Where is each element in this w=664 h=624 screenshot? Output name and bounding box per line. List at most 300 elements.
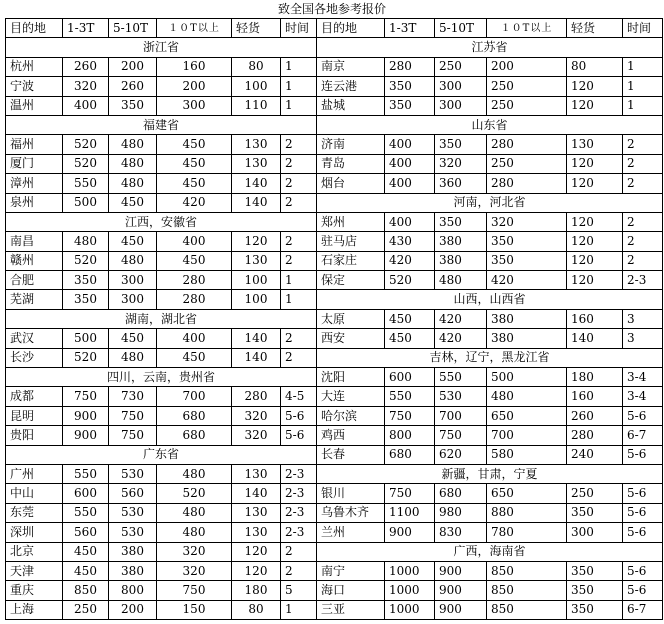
header-10t-plus: １０T以上 <box>487 19 567 38</box>
city-cell: 贵阳 <box>6 426 63 445</box>
table-row <box>317 96 663 115</box>
value-cell: 5-6 <box>623 406 663 425</box>
value-cell: 200 <box>487 57 567 76</box>
value-cell: 530 <box>435 387 487 406</box>
value-cell: 5-6 <box>281 426 317 445</box>
table-row <box>6 96 317 115</box>
value-cell: 600 <box>385 368 435 387</box>
value-cell: 750 <box>109 406 157 425</box>
value-cell: 450 <box>63 561 109 580</box>
table-row <box>6 581 317 600</box>
section-row <box>317 290 663 309</box>
header-10t-plus: １０T以上 <box>157 19 232 38</box>
value-cell: 520 <box>157 484 232 503</box>
city-cell: 厦门 <box>6 154 63 173</box>
value-cell: 700 <box>157 387 232 406</box>
header-time: 时间 <box>281 19 317 38</box>
city-cell: 重庆 <box>6 581 63 600</box>
value-cell: 850 <box>63 581 109 600</box>
value-cell: 2-3 <box>281 484 317 503</box>
section-row <box>6 368 317 387</box>
table-row <box>6 387 317 406</box>
value-cell: 350 <box>487 232 567 251</box>
value-cell: 1 <box>281 600 317 619</box>
table-row <box>6 329 317 348</box>
table-row <box>6 57 317 76</box>
value-cell: 530 <box>109 523 157 542</box>
value-cell: 5-6 <box>281 406 317 425</box>
value-cell: 1 <box>281 96 317 115</box>
value-cell: 120 <box>567 96 623 115</box>
table-row <box>6 77 317 96</box>
value-cell: 5 <box>281 581 317 600</box>
value-cell: 380 <box>435 232 487 251</box>
header-row <box>317 19 663 38</box>
city-cell: 石家庄 <box>317 251 385 270</box>
value-cell: 320 <box>487 212 567 231</box>
value-cell: 650 <box>487 406 567 425</box>
value-cell: 2 <box>281 232 317 251</box>
table-row <box>6 542 317 561</box>
value-cell: 360 <box>435 174 487 193</box>
table-row <box>317 57 663 76</box>
value-cell: 2-3 <box>281 523 317 542</box>
value-cell: 500 <box>487 368 567 387</box>
left-table-body <box>6 38 317 620</box>
value-cell: 4-5 <box>281 387 317 406</box>
value-cell: 1 <box>623 96 663 115</box>
value-cell: 450 <box>63 542 109 561</box>
value-cell: 800 <box>385 426 435 445</box>
value-cell: 480 <box>157 464 232 483</box>
header-5-10t: 5-10T <box>109 19 157 38</box>
table-row <box>317 135 663 154</box>
table-row <box>6 271 317 290</box>
value-cell: 120 <box>567 212 623 231</box>
value-cell: 600 <box>63 484 109 503</box>
value-cell: 2 <box>623 135 663 154</box>
table-row <box>6 426 317 445</box>
table-row <box>317 329 663 348</box>
value-cell: 80 <box>232 600 281 619</box>
value-cell: 480 <box>435 271 487 290</box>
table-row <box>317 309 663 328</box>
header-destination: 目的地 <box>317 19 385 38</box>
value-cell: 1000 <box>385 561 435 580</box>
value-cell: 260 <box>63 57 109 76</box>
table-row <box>317 445 663 464</box>
value-cell: 160 <box>567 387 623 406</box>
value-cell: 120 <box>567 77 623 96</box>
value-cell: 300 <box>567 523 623 542</box>
section-title: 福建省 <box>6 115 317 134</box>
value-cell: 140 <box>232 348 281 367</box>
value-cell: 530 <box>109 503 157 522</box>
value-cell: 100 <box>232 290 281 309</box>
value-cell: 160 <box>157 57 232 76</box>
value-cell: 110 <box>232 96 281 115</box>
value-cell: 1 <box>281 77 317 96</box>
value-cell: 240 <box>567 445 623 464</box>
value-cell: 180 <box>567 368 623 387</box>
city-cell: 青岛 <box>317 154 385 173</box>
value-cell: 2 <box>281 329 317 348</box>
value-cell: 420 <box>487 271 567 290</box>
value-cell: 5-6 <box>623 561 663 580</box>
value-cell: 2 <box>623 154 663 173</box>
value-cell: 700 <box>435 406 487 425</box>
value-cell: 130 <box>232 135 281 154</box>
section-row <box>317 348 663 367</box>
value-cell: 6-7 <box>623 600 663 619</box>
value-cell: 480 <box>487 387 567 406</box>
value-cell: 450 <box>109 232 157 251</box>
table-row <box>6 251 317 270</box>
city-cell: 太原 <box>317 309 385 328</box>
value-cell: 320 <box>157 542 232 561</box>
value-cell: 420 <box>157 193 232 212</box>
table-row <box>317 406 663 425</box>
value-cell: 140 <box>232 174 281 193</box>
value-cell: 2 <box>281 561 317 580</box>
value-cell: 480 <box>109 174 157 193</box>
value-cell: 380 <box>109 561 157 580</box>
value-cell: 550 <box>63 174 109 193</box>
value-cell: 520 <box>63 251 109 270</box>
value-cell: 1 <box>281 57 317 76</box>
table-row <box>317 523 663 542</box>
value-cell: 350 <box>567 561 623 580</box>
section-title: 江西，安徽省 <box>6 212 317 231</box>
table-row <box>317 154 663 173</box>
value-cell: 260 <box>109 77 157 96</box>
value-cell: 350 <box>109 96 157 115</box>
value-cell: 120 <box>567 251 623 270</box>
value-cell: 2-3 <box>281 464 317 483</box>
table-row <box>317 212 663 231</box>
value-cell: 280 <box>385 57 435 76</box>
value-cell: 900 <box>63 426 109 445</box>
value-cell: 350 <box>487 251 567 270</box>
value-cell: 700 <box>487 426 567 445</box>
value-cell: 120 <box>232 561 281 580</box>
value-cell: 250 <box>487 96 567 115</box>
value-cell: 1100 <box>385 503 435 522</box>
value-cell: 450 <box>157 135 232 154</box>
section-row <box>317 542 663 561</box>
value-cell: 130 <box>232 251 281 270</box>
city-cell: 哈尔滨 <box>317 406 385 425</box>
value-cell: 300 <box>109 271 157 290</box>
table-row <box>6 484 317 503</box>
value-cell: 550 <box>63 503 109 522</box>
value-cell: 480 <box>109 348 157 367</box>
value-cell: 450 <box>157 251 232 270</box>
value-cell: 680 <box>385 445 435 464</box>
value-cell: 980 <box>435 503 487 522</box>
city-cell: 海口 <box>317 581 385 600</box>
value-cell: 750 <box>157 581 232 600</box>
value-cell: 550 <box>63 464 109 483</box>
city-cell: 温州 <box>6 96 63 115</box>
value-cell: 420 <box>385 251 435 270</box>
value-cell: 350 <box>567 581 623 600</box>
value-cell: 850 <box>487 600 567 619</box>
value-cell: 420 <box>435 329 487 348</box>
value-cell: 140 <box>232 484 281 503</box>
table-row <box>6 154 317 173</box>
value-cell: 280 <box>232 387 281 406</box>
value-cell: 800 <box>109 581 157 600</box>
value-cell: 280 <box>567 426 623 445</box>
section-title: 江苏省 <box>317 38 663 57</box>
value-cell: 1000 <box>385 600 435 619</box>
value-cell: 100 <box>232 271 281 290</box>
value-cell: 180 <box>232 581 281 600</box>
city-cell: 兰州 <box>317 523 385 542</box>
header-5-10t: 5-10T <box>435 19 487 38</box>
value-cell: 300 <box>435 77 487 96</box>
value-cell: 1 <box>281 271 317 290</box>
value-cell: 250 <box>63 600 109 619</box>
value-cell: 2-3 <box>281 503 317 522</box>
value-cell: 350 <box>63 290 109 309</box>
city-cell: 杭州 <box>6 57 63 76</box>
value-cell: 160 <box>567 309 623 328</box>
value-cell: 100 <box>232 77 281 96</box>
city-cell: 芜湖 <box>6 290 63 309</box>
value-cell: 850 <box>487 581 567 600</box>
value-cell: 520 <box>63 154 109 173</box>
value-cell: 500 <box>63 329 109 348</box>
table-row <box>317 368 663 387</box>
value-cell: 680 <box>435 484 487 503</box>
city-cell: 赣州 <box>6 251 63 270</box>
section-title: 山西，山西省 <box>317 290 663 309</box>
value-cell: 3-4 <box>623 368 663 387</box>
value-cell: 1 <box>623 57 663 76</box>
city-cell: 漳州 <box>6 174 63 193</box>
value-cell: 480 <box>157 503 232 522</box>
value-cell: 350 <box>385 77 435 96</box>
section-title: 四川，云南，贵州省 <box>6 368 317 387</box>
value-cell: 780 <box>487 523 567 542</box>
section-row <box>6 212 317 231</box>
value-cell: 480 <box>157 523 232 542</box>
city-cell: 大连 <box>317 387 385 406</box>
value-cell: 120 <box>567 271 623 290</box>
header-row <box>6 19 317 38</box>
value-cell: 130 <box>232 154 281 173</box>
value-cell: 2 <box>281 154 317 173</box>
value-cell: 200 <box>109 57 157 76</box>
value-cell: 320 <box>232 406 281 425</box>
value-cell: 900 <box>435 561 487 580</box>
value-cell: 2 <box>623 251 663 270</box>
value-cell: 620 <box>435 445 487 464</box>
section-row <box>6 38 317 57</box>
value-cell: 250 <box>487 154 567 173</box>
section-title: 广西，海南省 <box>317 542 663 561</box>
value-cell: 3 <box>623 309 663 328</box>
table-row <box>317 503 663 522</box>
city-cell: 南京 <box>317 57 385 76</box>
city-cell: 西安 <box>317 329 385 348</box>
city-cell: 泉州 <box>6 193 63 212</box>
value-cell: 450 <box>385 309 435 328</box>
value-cell: 80 <box>567 57 623 76</box>
table-row <box>6 232 317 251</box>
city-cell: 南昌 <box>6 232 63 251</box>
value-cell: 120 <box>232 542 281 561</box>
city-cell: 福州 <box>6 135 63 154</box>
value-cell: 350 <box>63 271 109 290</box>
value-cell: 560 <box>109 484 157 503</box>
value-cell: 140 <box>232 193 281 212</box>
value-cell: 400 <box>157 232 232 251</box>
table-row <box>317 600 663 619</box>
value-cell: 580 <box>487 445 567 464</box>
table-row <box>317 561 663 580</box>
city-cell: 保定 <box>317 271 385 290</box>
value-cell: 400 <box>385 174 435 193</box>
value-cell: 900 <box>63 406 109 425</box>
section-row <box>317 38 663 57</box>
value-cell: 200 <box>109 600 157 619</box>
value-cell: 560 <box>63 523 109 542</box>
value-cell: 140 <box>567 329 623 348</box>
table-row <box>317 77 663 96</box>
value-cell: 530 <box>109 464 157 483</box>
section-row <box>6 445 317 464</box>
value-cell: 380 <box>435 251 487 270</box>
value-cell: 520 <box>63 348 109 367</box>
value-cell: 500 <box>63 193 109 212</box>
value-cell: 1 <box>281 290 317 309</box>
value-cell: 850 <box>487 561 567 580</box>
value-cell: 250 <box>567 484 623 503</box>
value-cell: 520 <box>385 271 435 290</box>
section-title: 湖南，湖北省 <box>6 309 317 328</box>
value-cell: 2 <box>281 174 317 193</box>
value-cell: 730 <box>109 387 157 406</box>
table-row <box>317 581 663 600</box>
value-cell: 130 <box>232 523 281 542</box>
value-cell: 2 <box>281 542 317 561</box>
city-cell: 成都 <box>6 387 63 406</box>
value-cell: 130 <box>232 464 281 483</box>
section-row <box>317 193 663 212</box>
section-title: 吉林，辽宁，黑龙江省 <box>317 348 663 367</box>
value-cell: 140 <box>232 329 281 348</box>
right-table-body <box>317 38 663 620</box>
city-cell: 盐城 <box>317 96 385 115</box>
city-cell: 烟台 <box>317 174 385 193</box>
value-cell: 2 <box>281 251 317 270</box>
city-cell: 宁波 <box>6 77 63 96</box>
table-row <box>6 561 317 580</box>
section-title: 广东省 <box>6 445 317 464</box>
price-table-left <box>5 18 317 620</box>
value-cell: 750 <box>109 426 157 445</box>
city-cell: 乌鲁木齐 <box>317 503 385 522</box>
value-cell: 450 <box>157 348 232 367</box>
value-cell: 300 <box>435 96 487 115</box>
value-cell: 450 <box>157 154 232 173</box>
city-cell: 南宁 <box>317 561 385 580</box>
city-cell: 天津 <box>6 561 63 580</box>
value-cell: 520 <box>63 135 109 154</box>
city-cell: 北京 <box>6 542 63 561</box>
section-title: 河南，河北省 <box>317 193 663 212</box>
city-cell: 鸡西 <box>317 426 385 445</box>
section-title: 新疆，甘肃，宁夏 <box>317 464 663 483</box>
city-cell: 驻马店 <box>317 232 385 251</box>
value-cell: 450 <box>157 174 232 193</box>
value-cell: 480 <box>109 135 157 154</box>
table-row <box>317 271 663 290</box>
value-cell: 280 <box>487 135 567 154</box>
value-cell: 430 <box>385 232 435 251</box>
value-cell: 250 <box>487 77 567 96</box>
city-cell: 连云港 <box>317 77 385 96</box>
value-cell: 280 <box>157 290 232 309</box>
value-cell: 830 <box>435 523 487 542</box>
value-cell: 120 <box>567 154 623 173</box>
header-light-goods: 轻货 <box>232 19 281 38</box>
value-cell: 380 <box>487 329 567 348</box>
section-title: 山东省 <box>317 115 663 134</box>
table-row <box>6 193 317 212</box>
value-cell: 300 <box>109 290 157 309</box>
value-cell: 400 <box>385 154 435 173</box>
value-cell: 900 <box>435 600 487 619</box>
table-row <box>317 174 663 193</box>
value-cell: 120 <box>232 232 281 251</box>
value-cell: 680 <box>157 426 232 445</box>
value-cell: 6-7 <box>623 426 663 445</box>
value-cell: 420 <box>435 309 487 328</box>
value-cell: 2-3 <box>623 271 663 290</box>
value-cell: 450 <box>385 329 435 348</box>
value-cell: 5-6 <box>623 523 663 542</box>
value-cell: 480 <box>109 154 157 173</box>
value-cell: 300 <box>157 96 232 115</box>
value-cell: 350 <box>435 135 487 154</box>
table-row <box>317 251 663 270</box>
value-cell: 5-6 <box>623 581 663 600</box>
table-row <box>317 426 663 445</box>
value-cell: 5-6 <box>623 445 663 464</box>
value-cell: 320 <box>435 154 487 173</box>
table-row <box>6 290 317 309</box>
value-cell: 400 <box>63 96 109 115</box>
value-cell: 2 <box>281 193 317 212</box>
value-cell: 280 <box>157 271 232 290</box>
table-row <box>6 348 317 367</box>
value-cell: 3-4 <box>623 387 663 406</box>
value-cell: 3 <box>623 329 663 348</box>
value-cell: 5-6 <box>623 484 663 503</box>
city-cell: 长沙 <box>6 348 63 367</box>
value-cell: 2 <box>281 348 317 367</box>
header-1-3t: 1-3T <box>63 19 109 38</box>
value-cell: 2 <box>623 212 663 231</box>
section-row <box>6 115 317 134</box>
value-cell: 320 <box>157 561 232 580</box>
city-cell: 东莞 <box>6 503 63 522</box>
value-cell: 150 <box>157 600 232 619</box>
